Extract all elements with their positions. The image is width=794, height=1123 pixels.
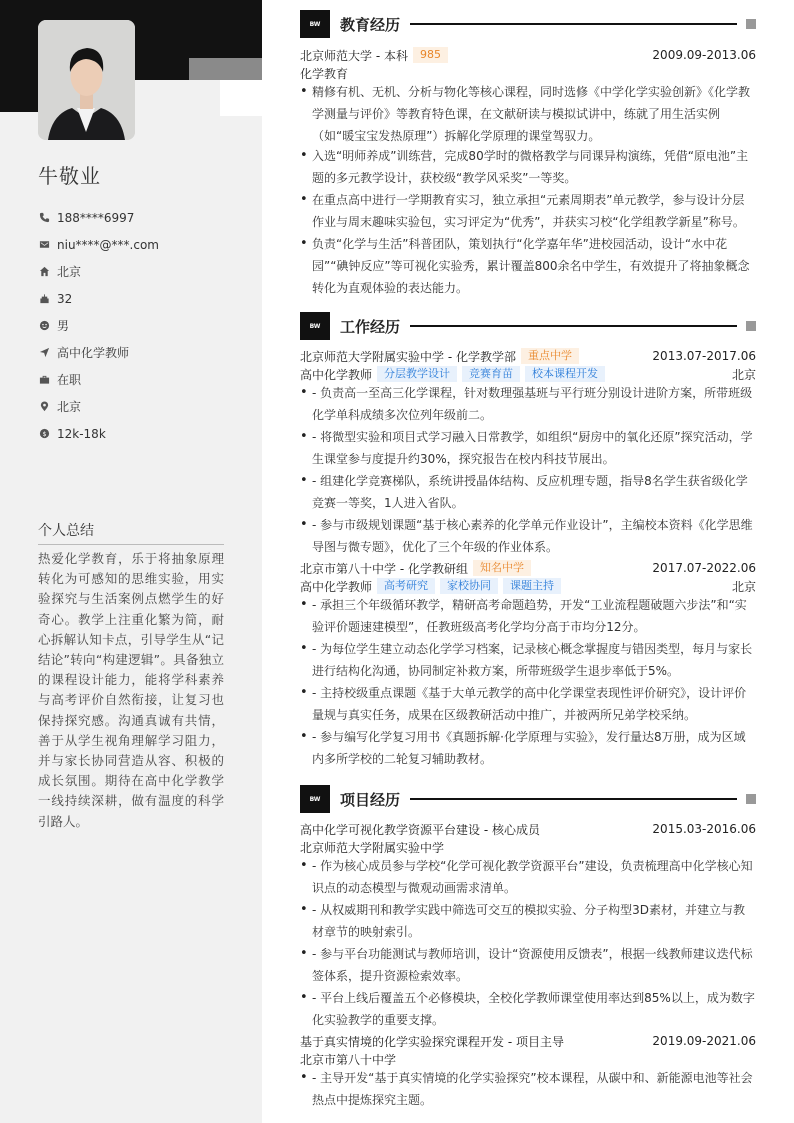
education-header [300, 10, 756, 38]
briefcase-icon [38, 374, 50, 386]
email-row [38, 231, 238, 258]
job-tag: 重点中学 [521, 348, 579, 364]
age-value: 32 [57, 291, 73, 306]
skill-tag: 分层教学设计 [377, 366, 457, 382]
section-icon: BW [300, 785, 330, 813]
job-role: 高中化学教师 [300, 367, 373, 382]
phone-row [38, 204, 238, 231]
coin-icon [38, 428, 50, 440]
cake-icon [38, 293, 50, 305]
section-icon: BW [300, 10, 330, 38]
list-item: • - 参与平台功能测试与教师培训，设计“资源使用反馈表”，根据一线教师建议迭代标签体系，提升资源检索效率。 [300, 943, 756, 987]
project-name: 高中化学可视化教学资源平台建设 - 核心成员 [300, 822, 540, 837]
location-row [38, 258, 238, 285]
job-org: 北京师范大学附属实验中学 - 化学教学部 [300, 349, 516, 364]
position-row [38, 339, 238, 366]
major: 化学教育 [300, 66, 349, 81]
status-value: 在职 [57, 373, 82, 387]
gender-row [38, 312, 238, 339]
job-tag: 知名中学 [473, 560, 531, 576]
project-date: 2019.09-2021.06 [652, 1034, 756, 1048]
list-item: • - 参与市级规划课题“基于核心素养的化学单元作业设计”，主编校本资料《化学思维导图与微专题》，优化了三个年级的作业体系。 [300, 514, 756, 558]
contact-info [38, 204, 238, 447]
section-title: 工作经历 [340, 317, 401, 336]
project-org: 北京师范大学附属实验中学 [300, 840, 445, 855]
projects-header [300, 785, 756, 813]
decor-block [135, 58, 189, 80]
salary-value: 12k-18k [57, 426, 106, 441]
list-item: • 精修有机、无机、分析与物化等核心课程，同时选修《中学化学实验创新》《化学教学测量与评价》等教育特色课，在文献研读与模拟试讲中，练就了用生活实例（如“暖宝宝发热原理”）拆解化学原理的课堂驾驭力。 [300, 81, 756, 147]
city-row [38, 393, 238, 420]
section-marker [746, 794, 756, 804]
home-icon [38, 266, 50, 278]
decor-block [189, 58, 262, 80]
list-item: • 入选“明师养成”训练营，完成80学时的微格教学与同课异构演练，凭借“原电池”主题的多元教学设计，获校级“教学风采奖”一等奖。 [300, 145, 756, 189]
section-marker [746, 321, 756, 331]
list-item: • - 从权威期刊和教学实践中筛选可交互的模拟实验、分子构型3D素材，并建立与教材章节的映射索引。 [300, 899, 756, 943]
section-divider [410, 325, 737, 327]
job-role-row [300, 365, 756, 383]
section-divider [410, 23, 737, 25]
avatar [38, 20, 135, 140]
decor-block [220, 80, 262, 116]
project-row [300, 820, 756, 838]
phone-value: 188****6997 [57, 210, 135, 225]
project-date: 2015.03-2016.06 [652, 822, 756, 836]
email-value: niu****@***.com [57, 237, 159, 252]
list-item: • - 主持校级重点课题《基于大单元教学的高中化学课堂表现性评价研究》，设计评价量规与真实任务，成果在区级教研活动中推广，并被两所兄弟学校采纳。 [300, 682, 756, 726]
section-title: 教育经历 [340, 15, 401, 34]
candidate-name: 牛敬业 [38, 164, 101, 188]
send-icon [38, 347, 50, 359]
skill-tag: 校本课程开发 [525, 366, 605, 382]
education-row [300, 46, 756, 64]
face-icon [38, 320, 50, 332]
list-item: • - 主导开发“基于真实情境的化学实验探究”校本课程，从碳中和、新能源电池等社会热点中提炼探究主题。 [300, 1067, 756, 1111]
job-org: 北京市第八十中学 - 化学教研组 [300, 561, 468, 576]
job-row [300, 347, 756, 365]
gender-value: 男 [57, 319, 70, 333]
section-divider [410, 798, 737, 800]
summary-title: 个人总结 [38, 520, 224, 545]
svg-text:$: $ [41, 429, 47, 438]
email-icon [38, 239, 50, 251]
map-pin-icon [38, 401, 50, 413]
job-row [300, 559, 756, 577]
list-item: • - 参与编写化学复习用书《真题拆解·化学原理与实验》，发行量达8万册，成为区域内多所学校的二轮复习辅助教材。 [300, 726, 756, 770]
position-value: 高中化学教师 [57, 346, 130, 360]
project-org-row [300, 1050, 756, 1068]
sidebar [0, 0, 262, 1123]
list-item: • - 组建化学竞赛梯队，系统讲授晶体结构、反应机理专题，指导8名学生获省级化学竞赛一等奖，1人进入省队。 [300, 470, 756, 514]
location-value: 北京 [57, 265, 82, 279]
project-org: 北京市第八十中学 [300, 1052, 397, 1067]
education-major-row [300, 64, 756, 82]
job-date: 2017.07-2022.06 [652, 561, 756, 575]
skill-tag: 家校协同 [440, 578, 498, 594]
section-marker [746, 19, 756, 29]
project-org-row [300, 838, 756, 856]
status-row [38, 366, 238, 393]
project-name: 基于真实情境的化学实验探究课程开发 - 项目主导 [300, 1034, 564, 1049]
list-item: • - 承担三个年级循环教学，精研高考命题趋势，开发“工业流程题破题六步法”和“实验评价题速建模型”，任教班级高考化学均分高于市均分12分。 [300, 594, 756, 638]
school-tag: 985 [413, 47, 448, 63]
education-date: 2009.09-2013.06 [652, 48, 756, 62]
list-item: • - 负责高一至高三化学课程，针对数理强基班与平行班分别设计进阶方案，所带班级化学单科成绩多次位列年级前二。 [300, 382, 756, 426]
list-item: • - 为每位学生建立动态化学学习档案，记录核心概念掌握度与错因类型，每月与家长进行结构化沟通，协同制定补救方案，所带班级学生退步率低于5%。 [300, 638, 756, 682]
job-location: 北京 [731, 367, 756, 382]
list-item: • - 平台上线后覆盖五个必修模块，全校化学教师课堂使用率达到85%以上，成为数字化实验教学的重要支撑。 [300, 987, 756, 1031]
skill-tag: 竞赛育苗 [462, 366, 520, 382]
list-item: • 负责“化学与生活”科普团队，策划执行“化学嘉年华”进校园活动，设计“水中花园”“碘钟反应”等可视化实验秀，累计覆盖800余名中学生，有效提升了将抽象概念转化为直观体验的表达能力。 [300, 233, 756, 299]
job-role: 高中化学教师 [300, 579, 373, 594]
job-role-row [300, 577, 756, 595]
list-item: • - 作为核心成员参与学校“化学可视化教学资源平台”建设，负责梳理高中化学核心知识点的动态模型与微观动画需求清单。 [300, 855, 756, 899]
decor-block [0, 58, 38, 112]
phone-icon [38, 212, 50, 224]
school-name: 北京师范大学 - 本科 [300, 48, 408, 63]
job-location: 北京 [731, 579, 756, 594]
project-row [300, 1032, 756, 1050]
list-item: • - 将微型实验和项目式学习融入日常教学，如组织“厨房中的氧化还原”探究活动，学生课堂参与度提升约30%，探究报告在校内科技节展出。 [300, 426, 756, 470]
list-item: • 在重点高中进行一学期教育实习，独立承担“元素周期表”单元教学，参与设计分层作业与周末趣味实验包，实习评定为“优秀”，并获实习校“化学组教学新星”称号。 [300, 189, 756, 233]
section-icon: BW [300, 312, 330, 340]
summary-text: 热爱化学教育，乐于将抽象原理转化为可感知的思维实验，用实验探究与生活案例点燃学生的好奇心。教学上注重化繁为简，耐心拆解认知卡点，引导学生从“记结论”转向“构建逻辑”。具备独立的课程设计能力，能将学科素养与高考评价自然衔接，让复习也保持探究感。沟通真诚有共情，善于从学生视角理解学习阻力，并与家长协同营造从容、积极的成长氛围。期待在高中化学教学一线持续深耕，做有温度的科学引路人。 [38, 551, 224, 829]
job-date: 2013.07-2017.06 [652, 349, 756, 363]
salary-row [38, 420, 238, 447]
skill-tag: 课题主持 [503, 578, 561, 594]
skill-tag: 高考研究 [377, 578, 435, 594]
section-title: 项目经历 [340, 790, 401, 809]
city-value: 北京 [57, 400, 82, 414]
age-row [38, 285, 238, 312]
work-header [300, 312, 756, 340]
